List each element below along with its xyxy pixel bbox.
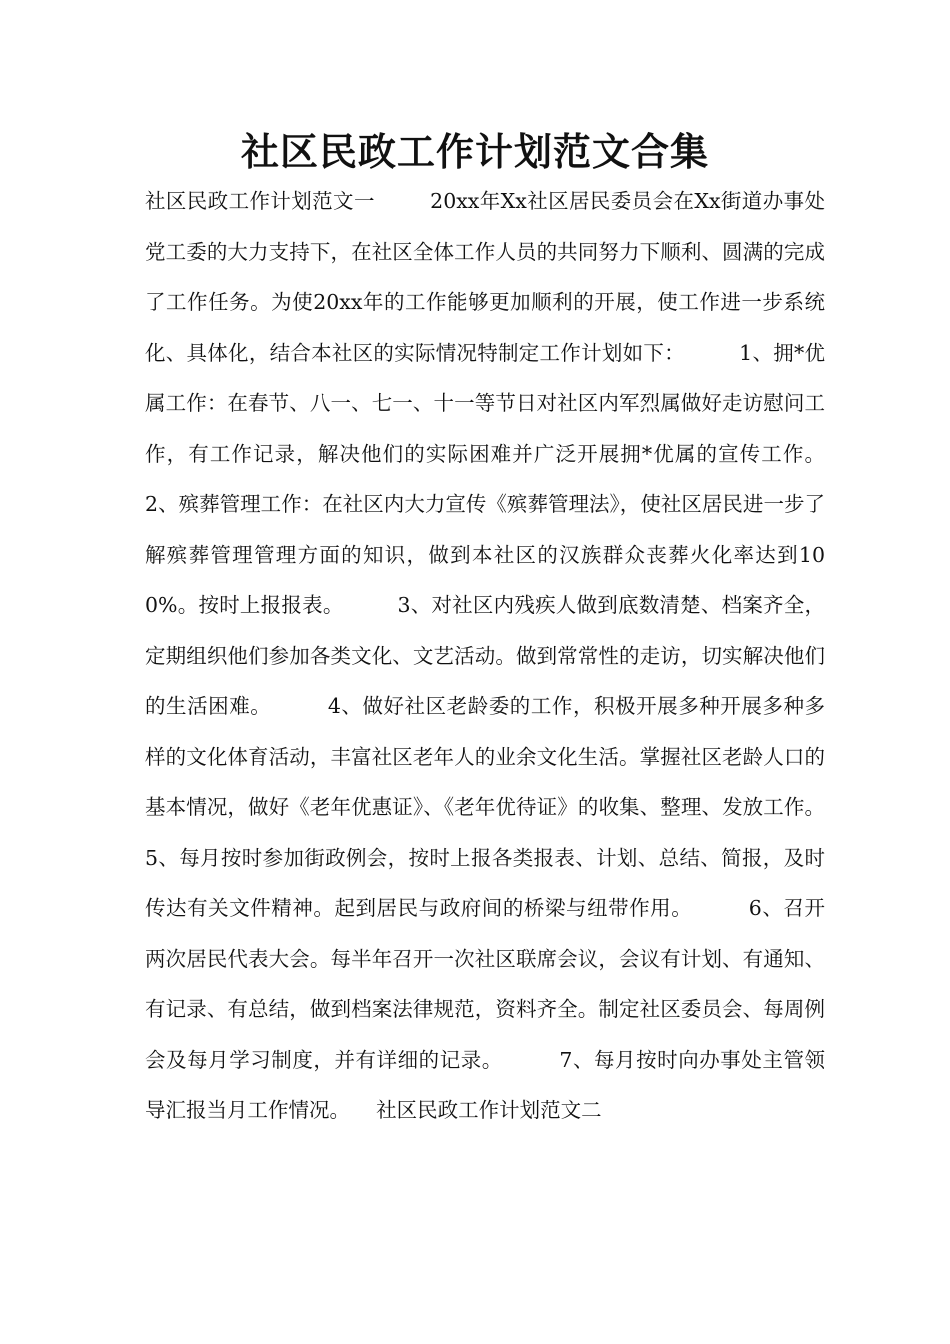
document-body-text: 社区民政工作计划范文一 20xx年Xx社区居民委员会在Xx街道办事处党工委的大力支持下，在社区全体工作人员的共同努力下顺利、圆满的完成了工作任务。为使20xx年的工作能够更加顺利的开展，使工作进一步系统化、具体化，结合本社区的实际情况特制定工作计划如下： 1、拥*优属工作：在春节、八一、七一、十一等节日对社区内军烈属做好走访慰问工作，有工作记录，解决他们的实际困难并广泛开展拥*优属的宣传工作。 2、殡葬管理工作：在社区内大力宣传《殡葬管理法》，使社区居民进一步了解殡葬管理管理方面的知识，做到本社区的汉族群众丧葬火化率达到100%。按时上报报表。 3、对社区内残疾人做到底数清楚、档案齐全，定期组织他们参加各类文化、文艺活动。做到常常性的走访，切实解决他们的生活困难。 4、做好社区老龄委的工作，积极开展多种开展多种多样的文化体育活动，丰富社区老年人的业余文化生活。掌握社区老龄人口的基本情况，做好《老年优惠证》、《老年优待证》的收集、整理、发放工作。 5、每月按时参加街政例会，按时上报各类报表、计划、总结、简报，及时传达有关文件精神。起到居民与政府间的桥梁与纽带作用。 6、召开两次居民代表大会。每半年召开一次社区联席会议，会议有计划、有通知、有记录、有总结，做到档案法律规范，资料齐全。制定社区委员会、每周例会及每月学习制度，并有详细的记录。 7、每月按时向办事处主管领导汇报当月工作情况。 社区民政工作计划范文二: [145, 189, 878, 1122]
document-title: 社区民政工作计划范文合集: [240, 130, 709, 174]
